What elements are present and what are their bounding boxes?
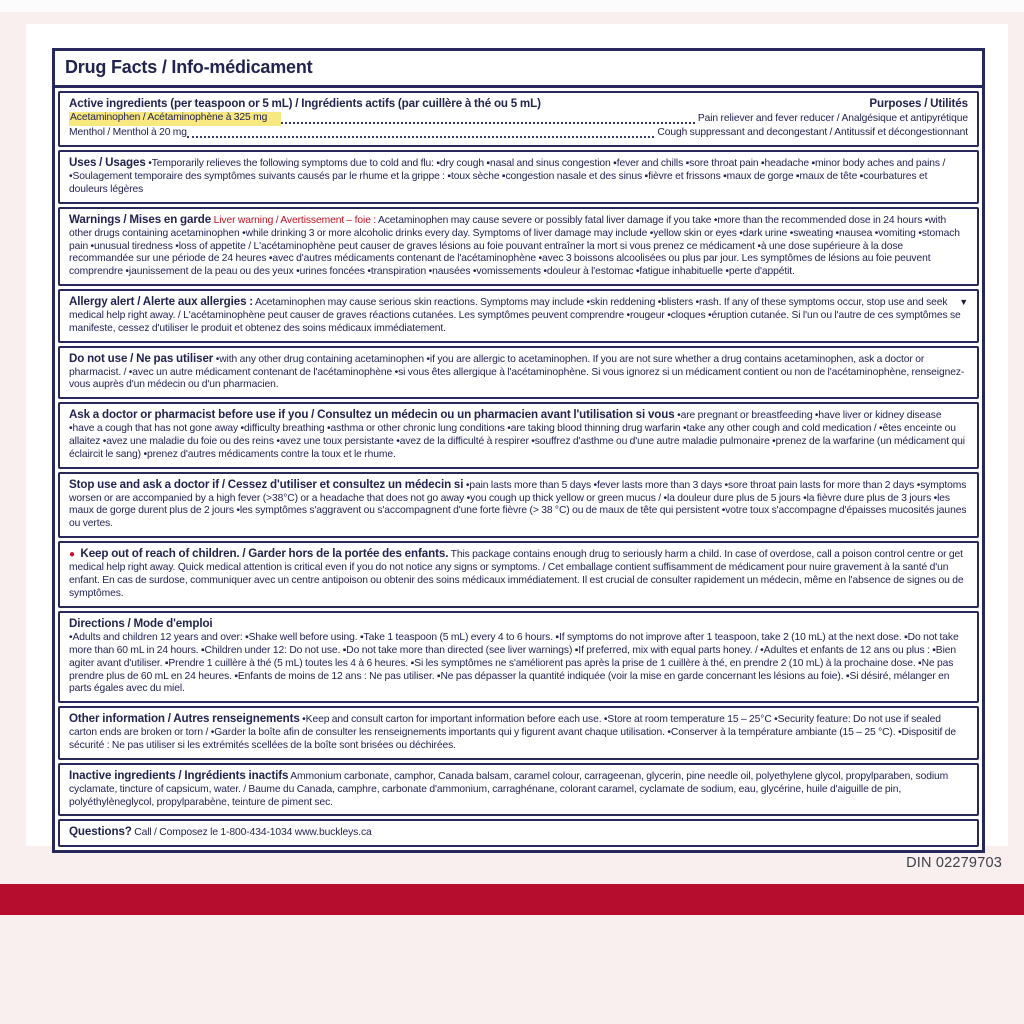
ask-doctor-body: •are pregnant or breastfeeding •have liver or kidney disease •have a cough that has not gone away •difficulty breathing •asthma or other chronic lung conditions •are taking blood thinning drug warfarin •take any other cough and cold medication / •êtes enceinte ou allaitez •avez une maladie du foie ou des reins •avez une toux persistante •avez de la difficulté à respirer •souffrez d'asthme ou d'une autre maladie pulmonaire •prenez de la warfarine (un médicament qui éclaircit le sang) •prenez d'autres médicaments contre la toux et le rhume. <box>69 410 965 460</box>
section-other-information <box>58 706 979 760</box>
section-allergy-alert <box>58 289 979 343</box>
inactive-ingredients-heading: Inactive ingredients / Ingrédients inactifs <box>69 768 289 782</box>
uses-heading: Uses / Usages <box>69 156 146 170</box>
ingredient-row <box>69 112 968 126</box>
ingredient-name: Menthol / Menthol à 20 mg <box>69 127 187 139</box>
inactive-ingredients-body: Ammonium carbonate, camphor, Canada balsam, caramel colour, carrageenan, glycerin, pine needle oil, polyethylene glycol, propylparaben, sodium cyclamate, tincture of capsicum, water. / Baume du Canada, camphre, carbonate d'ammonium, carraghénane, colorant caramel, cyclamate de sodium, eau, glycérine, huile d'aiguille de pin, polyéthylèneglycol, propylparabène, teinture de piment sec. <box>69 770 949 808</box>
ingredient-purpose: Cough suppressant and decongestant / Antitussif et décongestionnant <box>657 127 968 139</box>
allergy-alert-body: Acetaminophen may cause serious skin reactions. Symptoms may include •skin reddening •blisters •rash. If any of these symptoms occur, stop use and seek medical help right away. / L'acétaminophène peut causer de graves réactions cutanées. Les symptômes peuvent comprendre •rougeur •cloques •éruption cutanée. Si l'un ou l'autre de ces symptômes se manifeste, cessez d'utiliser le produit et obtenez des soins médicaux immédiatement. <box>69 297 961 334</box>
questions-heading: Questions? <box>69 825 132 839</box>
other-information-body: •Keep and consult carton for important information before each use. •Store at room temperature 15 – 25°C •Security feature: Do not use if sealed carton ends are broken or torn / •Garder la boîte afin de consulter les renseignements importants qui y figurent avant chaque utilisation. •Conserver à la température ambiante (15 – 25 °C). •Dispositif de sécurité : Ne pas utiliser si les extrémités scellées de la boîte sont brisées ou déchirées. <box>69 714 956 752</box>
ingredient-name-highlighted: Acetaminophen / Acétaminophène à 325 mg <box>69 112 281 126</box>
down-triangle-icon: ▼ <box>959 297 968 308</box>
top-white-strip <box>0 0 1024 12</box>
ingredient-purpose: Pain reliever and fever reducer / Analgésique et antipyrétique <box>697 113 968 125</box>
liver-warning-label: Liver warning / Avertissement – foie : <box>213 214 377 226</box>
section-uses <box>58 150 979 204</box>
section-do-not-use <box>58 346 979 400</box>
section-warnings <box>58 207 979 286</box>
ask-doctor-heading: Ask a doctor or pharmacist before use if you / Consultez un médecin ou un pharmacien avant l'utilisation si vous <box>69 408 675 422</box>
section-ask-doctor <box>58 402 979 468</box>
dotted-leader <box>187 136 654 138</box>
purposes-heading: Purposes / Utilités <box>869 97 968 110</box>
directions-body: •Adults and children 12 years and over: ▪Shake well before using. ▪Take 1 teaspoon (5 mL) every 4 to 6 hours. ▪If symptoms do not improve after 1 teaspoon, take 2 (10 mL) at the next dose. ▪Do not take more than 60 mL in 24 hours. ▪Children under 12: Do not use. ▪Do not take more than directed (see liver warnings) ▪If preferred, mix with equal parts honey. / •Adultes et enfants de 12 ans ou plus : ▪Bien agiter avant d'utiliser. ▪Prendre 1 cuillère à thé (5 mL) toutes les 4 à 6 heures. ▪Si les symptômes ne s'améliorent pas après la prise de 1 cuillère à thé, en prendre 2 (10 mL) à la prochaine dose. ▪Ne pas prendre plus de 60 mL en 24 heures. ▪Enfants de moins de 12 ans : Ne pas utiliser. ▪Ne pas dépasser la quantité indiquée (voir la mise en garde concernant les lésions au foie). ▪Si désiré, mélanger en parts égales avec du miel. <box>69 632 959 695</box>
allergy-alert-heading: Allergy alert / Alerte aux allergies : <box>69 295 254 309</box>
warnings-heading: Warnings / Mises en garde <box>69 212 212 226</box>
section-inactive-ingredients <box>58 763 979 817</box>
section-directions <box>58 611 979 704</box>
do-not-use-body: •with any other drug containing acetaminophen •if you are allergic to acetaminophen. If you are not sure whether a drug contains acetaminophen, ask a doctor or pharmacist. / •avec un autre médicament contenant de l'acétaminophène •si vous êtes allergique à l'acétaminophène. Si vous ignorez si un médicament contient ou non de l'acétaminophène, renseignez-vous auprès d'un médecin ou d'un pharmacien. <box>69 353 965 391</box>
label-sheet <box>26 24 1008 846</box>
active-ingredients-heading: Active ingredients (per teaspoon or 5 mL) / Ingrédients actifs (par cuillère à thé ou 5 mL) <box>69 97 541 110</box>
section-questions <box>58 819 979 847</box>
directions-heading: Directions / Mode d'emploi <box>69 616 213 630</box>
questions-body: Call / Composez le 1-800-434-1034 www.buckleys.ca <box>134 827 372 839</box>
section-keep-out-of-reach <box>58 541 979 607</box>
keep-out-heading: Keep out of reach of children. / Garder hors de la portée des enfants. <box>80 547 449 561</box>
stop-use-body: •pain lasts more than 5 days •fever lasts more than 3 days •sore throat pain lasts for more than 2 days •symptoms worsen or are accompanied by a high fever (>38°C) or a headache that does not go away •you cough up thick yellow or green mucus / •la douleur dure plus de 5 jours •la fièvre dure plus de 3 jours •les maux de gorge durent plus de 2 jours •les symptômes s'aggravent ou s'accompagnent d'une forte fièvre (> 38 °C) ou de maux de tête qui persistent •votre toux s'accompagne d'épaisses mucosités jaunes ou vertes. <box>69 479 967 530</box>
section-stop-use <box>58 472 979 538</box>
drug-facts-box <box>52 48 985 853</box>
do-not-use-heading: Do not use / Ne pas utiliser <box>69 351 214 365</box>
page-title: Drug Facts / Info-médicament <box>55 51 982 88</box>
dotted-leader <box>281 122 695 124</box>
din-number: DIN 02279703 <box>906 855 1002 871</box>
warnings-body: Acetaminophen may cause severe or possibly fatal liver damage if you take •more than the recommended dose in 24 hours •with other drugs containing acetaminophen •while drinking 3 or more alcoholic drinks every day. Symptoms of liver damage may include •yellow skin or eyes •dark urine •sweating •nausea •vomiting •stomach pain •unusual tiredness •loss of appetite / L'acétaminophène peut causer de graves lésions au foie pouvant entraîner la mort si vous prenez ce médicament •à une dose supérieure à la dose recommandée sur une période de 24 heures •avec d'autres médicaments contenant de l'acétaminophène •avec 3 boissons alcoolisées ou plus par jour. Les symptômes de lésions au foie peuvent comprendre •jaunissement de la peau ou des yeux •urines foncées •transpiration •nausées •vomissements •douleur à l'estomac •fatigue inhabituelle •perte d'appétit. <box>69 214 960 278</box>
ingredient-row <box>69 127 968 140</box>
other-information-heading: Other information / Autres renseignements <box>69 712 300 726</box>
red-dot-icon: ● <box>69 549 75 561</box>
red-brand-stripe <box>0 884 1024 915</box>
section-active-ingredients <box>58 91 979 147</box>
active-ingredients-header <box>69 97 968 111</box>
keep-out-body: This package contains enough drug to seriously harm a child. In case of overdose, call a poison control centre or get medical help right away. Quick medical attention is critical even if you do not notice any signs or symptoms. / Cet emballage contient suffisamment de médicament pour nuire gravement à la santé d'un enfant. En cas de surdose, communiquer avec un centre antipoison ou obtenir des soins médicaux immédiatement. Il est crucial de consulter rapidement un médecin, même en l'absence de signes ou de symptômes. <box>69 549 964 599</box>
stop-use-heading: Stop use and ask a doctor if / Cessez d'utiliser et consultez un médecin si <box>69 477 464 491</box>
uses-body: •Temporarily relieves the following symptoms due to cold and flu: ▪dry cough ▪nasal and sinus congestion ▪fever and chills ▪sore throat pain ▪headache ▪minor body aches and pains / •Soulagement temporaire des symptômes suivants causés par le rhume et la grippe : ▪toux sèche ▪congestion nasale et des sinus ▪fièvre et frissons ▪maux de gorge ▪maux de tête ▪courbatures et douleurs légères <box>69 158 946 195</box>
